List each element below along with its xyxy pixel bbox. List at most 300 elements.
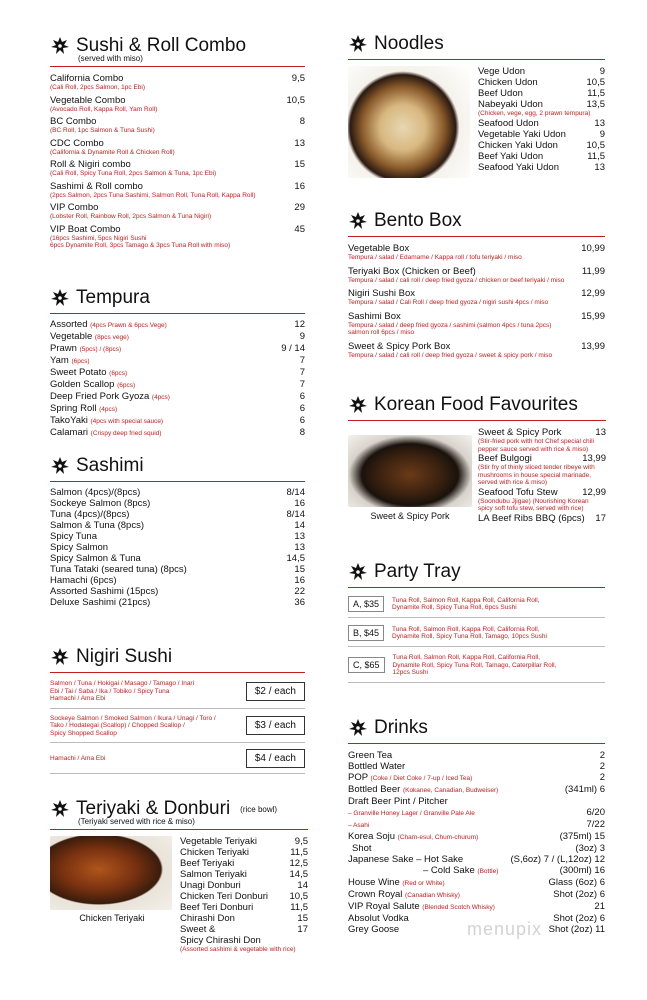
- party-tray: [348, 623, 605, 647]
- menu-item: [50, 487, 305, 498]
- item-description: (Avocado Roll, Kappa Roll, Yam Roll): [50, 105, 158, 113]
- item-name: POP (Coke / Diet Coke / 7-up / Iced Tea): [348, 772, 473, 783]
- menu-item: [180, 836, 308, 847]
- item-price: 11,5: [290, 902, 308, 913]
- menu-item: [348, 288, 605, 299]
- item-price: 7: [299, 379, 305, 390]
- sushi-roll-list: [50, 73, 305, 250]
- menu-item: [50, 564, 305, 575]
- item-price: 9: [599, 128, 605, 140]
- party-section: [348, 561, 605, 688]
- item-price: 7: [299, 367, 305, 378]
- menu-item: [478, 129, 605, 140]
- item-description: Dynamite Roll, Spicy Tuna Roll, Tamago, Caterpillar Roll,: [392, 661, 557, 669]
- party-tray: [348, 594, 605, 618]
- divider: [348, 743, 605, 744]
- item-name: Beef Bulgogi: [478, 453, 532, 464]
- item-name: Grey Goose: [348, 924, 400, 935]
- item-name: Calamari (Crispy deep fried squid): [50, 427, 162, 438]
- item-name: Vegetable Teriyaki: [180, 836, 257, 847]
- menu-item: [348, 854, 605, 865]
- drinks-list: [348, 750, 605, 935]
- item-price: 22: [294, 586, 305, 597]
- section-title: Tempura: [76, 287, 150, 308]
- item-price: 13: [594, 117, 605, 129]
- item-price: 13: [595, 427, 606, 438]
- item-price: 10,5: [586, 139, 605, 151]
- menu-item: [50, 319, 305, 331]
- maple-leaf-icon: [50, 799, 70, 819]
- item-name: VIP Boat Combo: [50, 223, 121, 235]
- item-name: Sockeye Salmon (8pcs): [50, 498, 151, 509]
- item-price: 10,5: [586, 77, 605, 88]
- item-description: (Soondubu Jjigae) (Nourishing Korean: [478, 497, 589, 505]
- item-name: BC Combo: [50, 116, 97, 127]
- item-name: Spring Roll (4pcs): [50, 403, 118, 414]
- item-description: Hamachi / Ama Ebi: [50, 754, 106, 762]
- item-name: TakoYaki (4pcs with special sauce): [50, 415, 164, 426]
- menu-item: [478, 151, 605, 162]
- menu-item: [50, 379, 305, 391]
- item-name: Spicy Salmon: [50, 542, 109, 553]
- item-name: Beef Yaki Udon: [478, 150, 544, 162]
- section-title: Party Tray: [374, 561, 461, 582]
- item-price: 14: [294, 520, 305, 531]
- item-description: Tempura / salad / Cali Roll / deep fried gyoza / nigiri sushi 4pcs / miso: [348, 299, 549, 306]
- section-title: Sushi & Roll Combo: [76, 35, 247, 56]
- item-description: Hamachi / Ama Ebi: [50, 695, 106, 702]
- item-description: (Stir-fried pork with hot Chef special chili: [478, 438, 594, 445]
- item-description: Tuna Roll, Salmon Roll, Kappa Roll, California Roll,: [392, 625, 540, 633]
- menu-item: [180, 869, 308, 880]
- item-name: Assorted Sashimi (15pcs): [50, 586, 159, 597]
- item-name: Sweet & Spicy Pork: [478, 427, 562, 438]
- item-price: 14: [297, 880, 308, 891]
- item-description: 12pcs Sushi: [392, 669, 428, 676]
- item-price: (3oz) 3: [575, 843, 605, 854]
- item-description: (Stir fry of thinly sliced tender ribeye with: [478, 464, 595, 471]
- item-price: (300ml) 16: [559, 865, 605, 876]
- noodles-list: [478, 66, 605, 178]
- item-name: Sashimi Box: [348, 310, 401, 322]
- item-price: 16: [294, 575, 305, 586]
- item-price: 11,99: [581, 265, 605, 277]
- teriyaki-section: [50, 798, 308, 954]
- item-name: VIP Combo: [50, 202, 99, 213]
- menu-item: [478, 513, 606, 524]
- item-price: 13: [594, 161, 605, 173]
- item-price: 7/22: [586, 819, 605, 830]
- item-name: – Cold Sake (Bottle): [423, 865, 499, 876]
- item-price: 11,5: [587, 88, 605, 99]
- item-price: 8/14: [286, 487, 305, 498]
- item-price: 13: [294, 531, 305, 542]
- item-name: Draft Beer Pint / Pitcher: [348, 796, 448, 807]
- maple-leaf-icon: [50, 288, 70, 308]
- menu-item: [478, 453, 606, 464]
- item-description: served with rice & miso): [478, 479, 547, 486]
- item-price: 13,99: [582, 453, 606, 464]
- item-price: 8: [299, 116, 305, 127]
- maple-leaf-icon: [50, 647, 70, 667]
- item-note: (6pcs): [71, 358, 90, 365]
- item-name: Unagi Donburi: [180, 880, 241, 891]
- item-name: Vegetable Box: [348, 243, 410, 254]
- item-description: mushrooms in house special marinade,: [478, 471, 592, 479]
- menu-item: [478, 118, 605, 129]
- item-note: (5pcs) / (8pcs): [79, 346, 122, 353]
- menu-item: [348, 819, 605, 831]
- menu-item: [348, 311, 605, 322]
- photo-caption: Sweet & Spicy Pork: [370, 511, 450, 521]
- item-name: House Wine (Red or White): [348, 877, 445, 888]
- nigiri-section: [50, 646, 305, 778]
- nigiri-items: [50, 755, 105, 763]
- item-description: Tako / Hodategai (Scallop) / Chopped Scallop /: [50, 722, 185, 729]
- item-price: Shot (2oz) 6: [553, 913, 605, 924]
- item-price: 17: [595, 512, 606, 524]
- item-description: (BC Roll, 1pc Salmon & Tuna Sushi): [50, 127, 155, 134]
- menu-item: [180, 913, 308, 924]
- item-price: 2: [599, 750, 605, 761]
- korean-section: [348, 394, 606, 524]
- party-list: [348, 594, 605, 683]
- item-price: 10,5: [286, 94, 305, 106]
- item-name: Chicken Teri Donburi: [180, 891, 269, 902]
- item-note: (4pcs Prawn & 6pcs Vege): [90, 322, 167, 329]
- menu-item: [180, 847, 308, 858]
- item-description: Tempura / salad / deep fried gyoza / sashimi (salmon 4pcs / tuna 2pcs): [348, 321, 552, 329]
- maple-leaf-icon: [348, 34, 368, 54]
- item-description: (Chicken, vege, egg, 2 prawn tempura): [478, 110, 591, 117]
- item-description: (Cali Roll, Spicy Tuna Roll, 2pcs Salmon & Tuna, 1pc Ebi): [50, 170, 217, 177]
- item-price: Shot (2oz) 6: [553, 889, 605, 900]
- item-name: Absolut Vodka: [348, 913, 409, 924]
- item-price: 21: [594, 901, 605, 912]
- item-description: Sockeye Salmon / Smoked Salmon / Ikura / Unagi / Toro /: [50, 714, 216, 722]
- item-price: 16: [294, 180, 305, 192]
- section-subtitle: (served with miso): [78, 54, 143, 63]
- item-price: 11,5: [587, 150, 605, 162]
- noodles-section: [348, 33, 605, 178]
- menu-item: [50, 542, 305, 553]
- menu-item: [478, 99, 605, 110]
- menu-item: [180, 858, 308, 869]
- menu-item: [348, 761, 605, 772]
- divider: [50, 672, 305, 673]
- item-name: Sweet & Spicy Pork Box: [348, 340, 451, 352]
- menu-item: [50, 509, 305, 520]
- nigiri-price: $2 / each: [246, 682, 305, 701]
- item-price: 6: [299, 403, 305, 414]
- item-description: (Lobster Roll, Rainbow Roll, 2pcs Salmon & Tuna Nigiri): [50, 213, 212, 220]
- menu-item: [348, 901, 605, 913]
- item-name: Vegetable Yaki Udon: [478, 128, 566, 140]
- menu-item: [348, 843, 605, 854]
- item-price: (S,6oz) 7 / (L,12oz) 12: [510, 854, 605, 865]
- item-price: 13,5: [586, 99, 605, 110]
- item-description: (California & Dynamite Roll & Chicken Roll): [50, 148, 175, 156]
- menu-item: [478, 88, 605, 99]
- menu-item: [348, 750, 605, 761]
- item-name: Sweet &: [180, 924, 216, 935]
- title-note: (rice bowl): [240, 804, 278, 814]
- item-description: Spicy Shopped Scallop: [50, 729, 117, 737]
- item-price: 2: [599, 772, 605, 783]
- nigiri-group: [50, 747, 305, 774]
- maple-leaf-icon: [50, 456, 70, 476]
- nigiri-group: [50, 713, 305, 744]
- sashimi-section: [50, 455, 305, 608]
- item-price: 2: [599, 761, 605, 772]
- item-description: (2pcs Salmon, 2pcs Tuna Sashimi, Salmon Roll, Tuna Roll, Kappa Roll): [50, 191, 256, 199]
- menu-item: [478, 487, 606, 498]
- section-subtitle: (Teriyaki served with rice & miso): [78, 817, 195, 826]
- item-price: 16: [294, 498, 305, 509]
- menu-item-cont: [180, 935, 308, 946]
- item-price: 12,5: [289, 858, 308, 869]
- menu-item: [50, 95, 305, 106]
- section-title: Sashimi: [76, 455, 144, 476]
- item-name: Vegetable Combo: [50, 94, 126, 106]
- item-name: VIP Royal Salute (Blended Scotch Whisky): [348, 901, 495, 912]
- menu-item: [180, 891, 308, 902]
- item-price: 15: [294, 564, 305, 575]
- item-price: 6/20: [586, 807, 605, 818]
- item-name: Golden Scallop (6pcs): [50, 379, 136, 390]
- item-price: Shot (2oz) 11: [548, 924, 605, 935]
- item-price: 17: [297, 924, 308, 935]
- sashimi-list: [50, 487, 305, 608]
- bento-list: [348, 243, 605, 359]
- section-title: Bento Box: [374, 210, 462, 231]
- item-price: 13: [294, 137, 305, 149]
- item-name: Tuna Tataki (seared tuna) (8pcs): [50, 564, 187, 575]
- sweet-spicy-pork-photo: [348, 435, 472, 507]
- item-name: Deluxe Sashimi (21pcs): [50, 597, 151, 608]
- item-note: – Asahi: [348, 822, 370, 829]
- item-name: Hamachi (6pcs): [50, 575, 117, 586]
- menu-item: [180, 880, 308, 891]
- menu-item: [348, 796, 605, 807]
- item-price: 12,99: [582, 486, 606, 498]
- menu-item: [348, 341, 605, 352]
- item-name: Chicken Yaki Udon: [478, 139, 558, 151]
- item-name: Tuna (4pcs)/(8pcs): [50, 509, 130, 520]
- item-description: 6pcs Dynamite Roll, 3pcs Tamago & 3pcs Tuna Roll with miso): [50, 242, 231, 249]
- menu-item: [50, 181, 305, 192]
- item-price: 6: [299, 415, 305, 426]
- divider: [50, 481, 305, 482]
- menu-item: [478, 77, 605, 88]
- sushi-roll-section: [50, 35, 305, 253]
- item-name: Crown Royal (Canadian Whisky): [348, 889, 460, 900]
- menu-item: [50, 427, 305, 439]
- item-name: Assorted (4pcs Prawn & 6pcs Vege): [50, 319, 167, 330]
- menu-item: [50, 520, 305, 531]
- nigiri-list: [50, 678, 305, 774]
- item-price: 14,5: [289, 869, 308, 880]
- item-price: 9 / 14: [281, 343, 305, 354]
- item-price: Glass (6oz) 6: [548, 877, 605, 888]
- item-note: (Crispy deep fried squid): [90, 430, 162, 437]
- item-description: Tuna Roll, Salmon Roll, Kappa Roll, California Roll,: [392, 654, 541, 661]
- menu-item: [50, 116, 305, 127]
- item-name: Beef Teri Donburi: [180, 902, 254, 913]
- party-price: B, $45: [348, 625, 384, 641]
- item-name: Prawn (5pcs) / (8pcs): [50, 343, 122, 354]
- item-price: 9,5: [294, 836, 308, 847]
- nigiri-items: [50, 680, 194, 703]
- menu-item: [348, 772, 605, 784]
- section-title: Drinks: [374, 717, 428, 738]
- nigiri-group: [50, 678, 305, 709]
- item-name: CDC Combo: [50, 137, 104, 149]
- item-name: Bottled Beer (Kokanee, Canadian, Budweiser): [348, 784, 499, 795]
- item-price: 8/14: [286, 509, 305, 520]
- party-items: [392, 597, 540, 612]
- item-name: Chicken Teriyaki: [180, 847, 249, 858]
- item-note: (4pcs): [99, 406, 118, 413]
- menu-item: [50, 138, 305, 149]
- divider: [50, 829, 308, 830]
- menu-item: [50, 331, 305, 343]
- item-name: Spicy Salmon & Tuna: [50, 553, 141, 564]
- item-price: 15,99: [581, 310, 605, 322]
- item-name: Beef Udon: [478, 88, 523, 99]
- item-description: Tempura / salad / cali roll / deep fried gyoza / sweet & spicy pork / miso: [348, 351, 553, 359]
- menu-item: [180, 902, 308, 913]
- menu-item: [50, 586, 305, 597]
- item-price: 29: [294, 202, 305, 213]
- item-description: Dynamite Roll, Spicy Tuna Roll, 6pcs Sushi: [392, 604, 517, 611]
- maple-leaf-icon: [348, 211, 368, 231]
- item-price: 13,99: [581, 340, 605, 352]
- section-title: Teriyaki & Donburi: [76, 798, 231, 819]
- item-name: Salmon & Tuna (8pcs): [50, 520, 144, 531]
- menu-item: [50, 202, 305, 213]
- menu-item: [50, 531, 305, 542]
- teriyaki-list: [180, 836, 308, 954]
- chicken-teriyaki-photo: [50, 836, 172, 910]
- item-description: (16pcs Sashimi, 5pcs Nigiri Sushi: [50, 234, 147, 242]
- section-title: Korean Food Favourites: [374, 394, 578, 415]
- item-description: Salmon / Tuna / Hokigai / Masago / Tamago / Inari: [50, 680, 195, 687]
- menu-item: [50, 343, 305, 355]
- item-description: Tuna Roll, Salmon Roll, Kappa Roll, California Roll,: [392, 596, 540, 604]
- item-name: Yam (6pcs): [50, 355, 90, 366]
- item-price: 7: [299, 355, 305, 366]
- item-name: Sweet Potato (6pcs): [50, 367, 128, 378]
- udon-photo: [348, 66, 470, 178]
- item-price: 14,5: [286, 553, 305, 564]
- item-price: 36: [294, 597, 305, 608]
- item-name: Vege Udon: [478, 66, 526, 77]
- item-price: 15: [294, 159, 305, 170]
- menu-item: [50, 553, 305, 564]
- item-price: 12: [294, 319, 305, 330]
- divider: [50, 313, 305, 314]
- item-note: (Red or White): [402, 880, 445, 887]
- item-price: 13: [294, 542, 305, 553]
- item-price: 12,99: [581, 288, 605, 299]
- menu-item: [478, 140, 605, 151]
- item-price: 11,5: [290, 847, 308, 858]
- menu-item: [50, 73, 305, 84]
- item-note: – Granville Honey Lager / Granville Pale Ale: [348, 810, 475, 817]
- party-items: [392, 626, 547, 641]
- item-note: (4pcs with special sauce): [90, 418, 164, 425]
- item-name: LA Beef Ribs BBQ (6pcs): [478, 512, 585, 524]
- item-name: Chicken Udon: [478, 77, 538, 88]
- item-description: Dynamite Roll, Spicy Tuna Roll, Tamago, 10pcs Sushi: [392, 633, 547, 640]
- menu-item: [50, 355, 305, 367]
- item-description: (Cali Roll, 2pcs Salmon, 1pc Ebi): [50, 84, 146, 91]
- photo-caption: Chicken Teriyaki: [79, 913, 145, 923]
- party-items: [393, 654, 557, 677]
- item-name: Vegetable (8pcs vege): [50, 331, 129, 342]
- item-price: 10,99: [581, 243, 605, 254]
- item-price: 8: [299, 427, 305, 438]
- menu-item: [348, 266, 605, 277]
- menu-item: [50, 415, 305, 427]
- nigiri-price: $4 / each: [246, 749, 305, 768]
- menu-item: [50, 498, 305, 509]
- item-description: Ebi / Tai / Saba / Ika / Tobiko / Spicy Tuna: [50, 687, 170, 695]
- menu-item: [348, 889, 605, 901]
- item-note: (Blended Scotch Whisky): [422, 904, 495, 911]
- menu-item: [348, 243, 605, 254]
- menu-item: [50, 367, 305, 379]
- item-name: Green Tea: [348, 750, 393, 761]
- party-price: C, $65: [348, 657, 385, 673]
- divider: [50, 66, 305, 67]
- bento-section: [348, 210, 605, 363]
- watermark: menupix: [466, 919, 542, 939]
- nigiri-items: [50, 715, 216, 738]
- item-description: (Assorted sashimi & vegetable with rice): [180, 946, 296, 953]
- item-name: Roll & Nigiri combo: [50, 159, 131, 170]
- item-name: Nigiri Sushi Box: [348, 288, 416, 299]
- menu-item: [50, 403, 305, 415]
- maple-leaf-icon: [50, 36, 70, 56]
- item-description: Tempura / salad / cali roll / deep fried gyoza / chicken or beef teriyaki / miso: [348, 276, 565, 284]
- korean-list: [478, 427, 606, 524]
- item-price: 9: [599, 66, 605, 77]
- item-name: Teriyaki Box (Chicken or Beef): [348, 265, 476, 277]
- divider: [348, 587, 605, 588]
- maple-leaf-icon: [348, 562, 368, 582]
- item-description: pepper sauce served with rice & miso): [478, 445, 589, 453]
- nigiri-price: $3 / each: [246, 716, 305, 735]
- item-note: (Bottle): [477, 868, 499, 875]
- menu-item: [478, 162, 605, 173]
- item-price: (375ml) 15: [559, 831, 605, 842]
- item-note: (Coke / Diet Coke / 7-up / Iced Tea): [370, 775, 473, 782]
- item-price: 9,5: [291, 73, 305, 84]
- party-tray: [348, 652, 605, 683]
- item-price: 45: [294, 223, 305, 235]
- party-price: A, $35: [348, 596, 384, 612]
- item-price: 9: [299, 331, 305, 342]
- item-name: Japanese Sake – Hot Sake: [348, 854, 464, 865]
- menu-item: [50, 597, 305, 608]
- item-name: Korea Soju (Cham-esul, Chum-churum): [348, 831, 479, 842]
- item-name: Seafood Yaki Udon: [478, 161, 559, 173]
- item-name: Spicy Tuna: [50, 531, 97, 542]
- menu-item: [50, 391, 305, 403]
- section-title: Noodles: [374, 33, 444, 54]
